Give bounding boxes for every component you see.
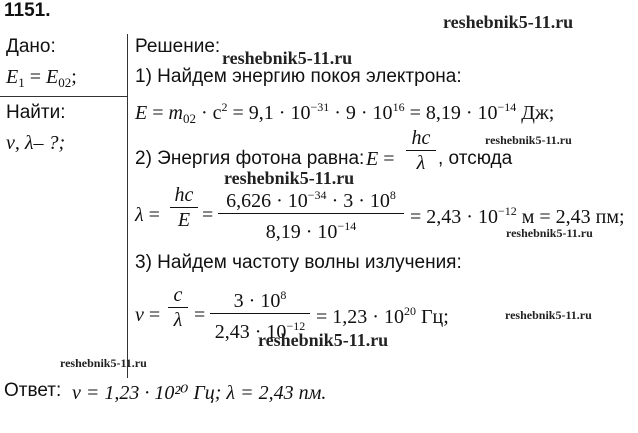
watermark: reshebnik5-11.ru (258, 330, 389, 350)
nu-fraction-numeric: $3 \cdot 10^8$ $2,43 \cdot 10^{-12}$ (210, 284, 310, 343)
given-label: Дано: (6, 36, 56, 57)
photon-energy-E: E = (366, 148, 395, 170)
lambda-fraction-numeric: $6,626 \cdot 10^{-34} \cdot 3 \cdot 10^8$ $8,19 \cdot 10^{-14}$ (218, 184, 404, 243)
step3-text: 3) Найдем частоту волны излучения: (135, 252, 462, 273)
watermark: reshebnik5-11.ru (224, 168, 355, 188)
unit-m: м = (521, 206, 551, 228)
answer-label: Ответ: (4, 380, 62, 401)
lambda-result: = $2,43 \cdot 10^{-12}$ м = 2,43 пм; (410, 204, 625, 228)
solution-label: Решение: (135, 36, 221, 57)
equals-1: = (202, 204, 214, 226)
divider-vertical (127, 34, 128, 378)
photon-energy-fraction: hc λ (406, 127, 436, 174)
watermark: reshebnik5-11.ru (505, 308, 592, 322)
watermark: reshebnik5-11.ru (60, 356, 147, 370)
lambda-fraction-hc-E: hc E (170, 184, 198, 231)
given-condition: $E_1 = E_{02}$; (6, 66, 77, 90)
lambda-symbol: λ = (135, 204, 160, 226)
step1-text: 1) Найдем энергию покоя электрона: (135, 66, 462, 87)
watermark: reshebnik5-11.ru (443, 12, 574, 32)
equals-2: = (194, 304, 206, 326)
unit-energy: Дж; (521, 102, 555, 124)
find-label: Найти: (6, 102, 66, 123)
watermark: reshebnik5-11.ru (485, 133, 572, 147)
unit-hz: Гц; (420, 306, 449, 328)
answer-text: ν = 1,23 · 10²⁰ Гц; λ = 2,43 пм. (72, 382, 327, 404)
nu-result: = $1,23 \cdot 10^{20}$ Гц; (316, 304, 449, 328)
watermark: reshebnik5-11.ru (222, 48, 353, 68)
lambda-result-pm: 2,43 пм; (555, 206, 625, 228)
step2-suffix: , отсюда (438, 148, 513, 169)
divider-horizontal (0, 96, 128, 97)
find-values: ν, λ– ?; (6, 132, 66, 154)
problem-number: 1151. (4, 0, 51, 21)
nu-fraction-c-lambda: c λ (168, 284, 188, 331)
step2-text: 2) Энергия фотона равна: (135, 148, 365, 169)
nu-symbol: ν = (135, 304, 161, 326)
watermark: reshebnik5-11.ru (506, 226, 593, 240)
rest-energy-equation: $E = m_{02} \cdot c^2 = 9,1 \cdot 10^{-31} \cdot 9 \cdot 10^{16} = 8,19 \cdot 10^{-14}$ Дж; (135, 100, 555, 126)
